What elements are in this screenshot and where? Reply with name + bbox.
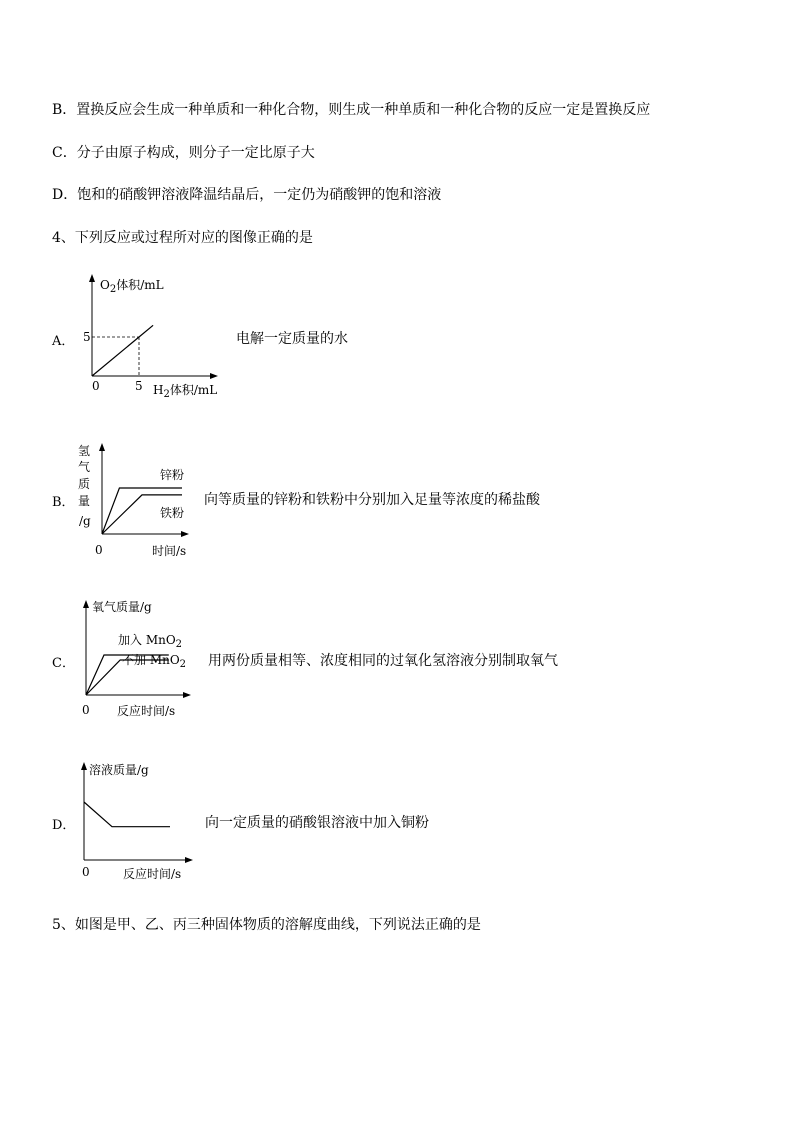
- chart-b-origin: 0: [95, 543, 103, 557]
- chart-c: [76, 593, 206, 723]
- chart-a: [70, 270, 240, 405]
- question-4: 4、下列反应或过程所对应的图像正确的是: [52, 230, 313, 246]
- chart-a-y-arrow: [89, 274, 95, 282]
- chart-b: [72, 438, 202, 563]
- chart-b-ylabel-4: 量: [78, 494, 91, 508]
- chart-d-origin: 0: [82, 865, 90, 879]
- chart-a-xtick: 5: [135, 379, 143, 393]
- chart-d-ylabel: 溶液质量/g: [89, 763, 149, 777]
- chart-c-ylabel: 氧气质量/g: [92, 600, 152, 614]
- option-a-label: A．: [52, 334, 75, 349]
- chart-c-x-arrow: [183, 692, 191, 698]
- option-b-description: 向等质量的锌粉和铁粉中分别加入足量等浓度的稀盐酸: [204, 492, 540, 508]
- chart-b-ylabel-5: /g: [79, 514, 91, 528]
- chart-a-x-arrow: [210, 373, 218, 379]
- chart-b-ylabel-1: 氢: [78, 444, 91, 458]
- option-c-label: C．: [52, 656, 75, 671]
- chart-c-series-catalyst-label: 加入 MnO$_2$: [118, 633, 183, 650]
- chart-d-x-arrow: [185, 857, 193, 863]
- option-c-description: 用两份质量相等、浓度相同的过氧化氢溶液分别制取氧气: [208, 653, 558, 669]
- chart-b-series-iron-label: 铁粉: [160, 506, 185, 520]
- statement-c: C．分子由原子构成，则分子一定比原子大: [52, 145, 315, 161]
- option-b-label: B．: [52, 495, 75, 510]
- option-a-description: 电解一定质量的水: [236, 331, 348, 347]
- chart-b-xlabel: 时间/s: [152, 544, 187, 558]
- chart-b-ylabel-2: 气: [78, 460, 91, 474]
- chart-b-x-arrow: [181, 531, 189, 537]
- chart-d-y-arrow: [81, 762, 87, 770]
- chart-b-series-zinc-label: 锌粉: [160, 468, 185, 482]
- chart-b-ylabel-3: 质: [78, 477, 91, 491]
- chart-d-series-line: [84, 802, 170, 827]
- chart-c-y-arrow: [83, 600, 89, 608]
- chart-c-xlabel: 反应时间/s: [117, 704, 176, 718]
- chart-d: [76, 755, 206, 885]
- chart-a-origin: 0: [92, 379, 100, 393]
- chart-d-xlabel: 反应时间/s: [123, 867, 182, 881]
- chart-a-series-line: [92, 325, 153, 376]
- chart-a-xlabel: $H_2$体积/mL: [153, 383, 218, 400]
- option-d-label: D．: [52, 818, 76, 833]
- chart-c-origin: 0: [82, 703, 90, 717]
- chart-a-ylabel: $O_2$体积/mL: [100, 278, 164, 295]
- chart-a-ytick: 5: [83, 330, 91, 344]
- statement-d: D．饱和的硝酸钾溶液降温结晶后，一定仍为硝酸钾的饱和溶液: [52, 187, 442, 203]
- statement-b: B．置换反应会生成一种单质和一种化合物，则生成一种单质和一种化合物的反应一定是置换反应: [52, 102, 651, 118]
- question-5: 5、如图是甲、乙、丙三种固体物质的溶解度曲线，下列说法正确的是: [52, 917, 481, 933]
- chart-c-series-no-catalyst-label: 不加 MnO$_2$: [122, 653, 187, 670]
- chart-b-y-arrow: [99, 443, 105, 451]
- option-d-description: 向一定质量的硝酸银溶液中加入铜粉: [205, 815, 429, 831]
